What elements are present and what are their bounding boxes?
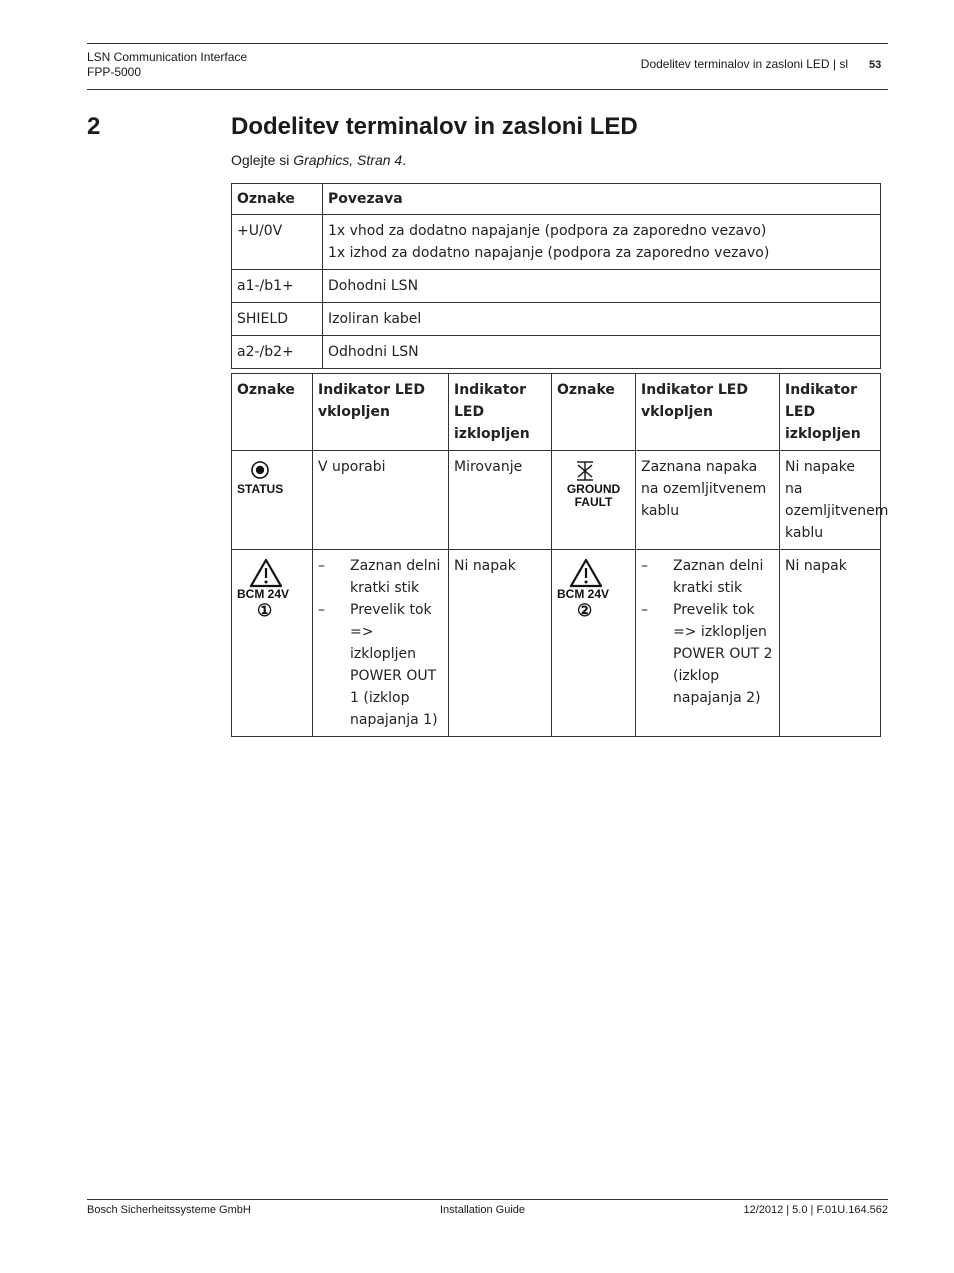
list-item: – Zaznan delni kratki stik (641, 555, 774, 599)
status-led-icon (237, 460, 293, 480)
bcm2-label-cell (552, 550, 636, 737)
led-off-cell: Ni napak (449, 550, 552, 737)
bcm1-label-cell (232, 550, 313, 737)
table-header-row (232, 374, 881, 451)
led-on-cell (313, 550, 449, 737)
column-header: Indikator LED izklopljen (449, 374, 552, 451)
header-top-rule (87, 43, 888, 44)
header-product (87, 50, 247, 80)
terminal-description (323, 215, 881, 270)
condition-list (641, 555, 774, 709)
intro-suffix: . (402, 152, 407, 168)
warning-triangle-icon (557, 558, 617, 588)
column-header: Indikator LED vklopljen (313, 374, 449, 451)
ground-fault-caption: FAULT (574, 495, 613, 509)
header-product-model: FPP-5000 (87, 65, 142, 79)
column-header: Povezava (323, 184, 881, 215)
terminal-label: +U/0V (232, 215, 323, 270)
footer-company: Bosch Sicherheitssysteme GmbH (87, 1204, 251, 1216)
bcm1-number: ① (257, 601, 273, 620)
table-row (232, 303, 881, 336)
footer-doc-info: 12/2012 | 5.0 | F.01U.164.562 (743, 1204, 888, 1216)
warning-triangle-icon (237, 558, 297, 588)
led-on-cell: Zaznana napaka na ozemljitvenem kablu (636, 451, 780, 550)
header-section: Dodelitev terminalov in zasloni LED | sl (640, 57, 848, 71)
list-item: – Zaznan delni kratki stik (318, 555, 443, 599)
condition-list (318, 555, 443, 731)
header-product-name: LSN Communication Interface (87, 50, 248, 64)
column-header: Oznake (552, 374, 636, 451)
terminal-table (231, 183, 881, 369)
terminal-label: a1-/b1+ (232, 270, 323, 303)
bcm1-caption: BCM 24V (237, 587, 290, 601)
column-header: Oznake (232, 374, 313, 451)
ground-fault-icon (557, 459, 617, 483)
description-line: 1x izhod za dodatno napajanje (podpora za zaporedno vezavo) (328, 245, 770, 261)
bcm2-number: ② (577, 601, 593, 620)
column-header: Oznake (232, 184, 323, 215)
chapter-intro (231, 152, 406, 168)
terminal-label: a2-/b2+ (232, 336, 323, 369)
table-row (232, 550, 881, 737)
chapter-number: 2 (87, 113, 101, 140)
led-on-cell (636, 550, 780, 737)
intro-prefix: Oglejte si (231, 152, 294, 168)
ground-fault-caption: GROUND (566, 482, 621, 496)
list-item: – Prevelik tok => izklopljen POWER OUT 1 (izklop napajanja 1) (318, 599, 443, 731)
page-number: 53 (869, 59, 882, 71)
terminal-description: Dohodni LSN (323, 270, 881, 303)
led-off-cell: Ni napak (780, 550, 881, 737)
table-row (232, 215, 881, 270)
footer-doc-type: Installation Guide (440, 1204, 525, 1216)
list-item: – Prevelik tok => izklopljen POWER OUT 2 (izklop napajanja 2) (641, 599, 774, 709)
column-header: Indikator LED vklopljen (636, 374, 780, 451)
intro-reference-link[interactable]: Graphics, Stran 4 (293, 152, 403, 168)
footer-rule (87, 1199, 888, 1200)
table-row (232, 451, 881, 550)
terminal-label: SHIELD (232, 303, 323, 336)
description-line: 1x vhod za dodatno napajanje (podpora za zaporedno vezavo) (328, 223, 767, 239)
led-off-cell: Mirovanje (449, 451, 552, 550)
terminal-description: Odhodni LSN (323, 336, 881, 369)
status-label-cell (232, 451, 313, 550)
chapter-title: Dodelitev terminalov in zasloni LED (231, 113, 638, 140)
header-bottom-rule (87, 89, 888, 90)
table-row (232, 336, 881, 369)
bcm2-caption: BCM 24V (557, 587, 610, 601)
table-row (232, 270, 881, 303)
column-header: Indikator LED izklopljen (780, 374, 881, 451)
led-table (231, 373, 889, 737)
table-header-row (232, 184, 881, 215)
terminal-description: Izoliran kabel (323, 303, 881, 336)
led-off-cell: Ni napake na ozemljitvenem kablu (780, 451, 881, 550)
led-on-cell: V uporabi (313, 451, 449, 550)
ground-fault-label-cell (552, 451, 636, 550)
status-caption: STATUS (237, 482, 284, 496)
